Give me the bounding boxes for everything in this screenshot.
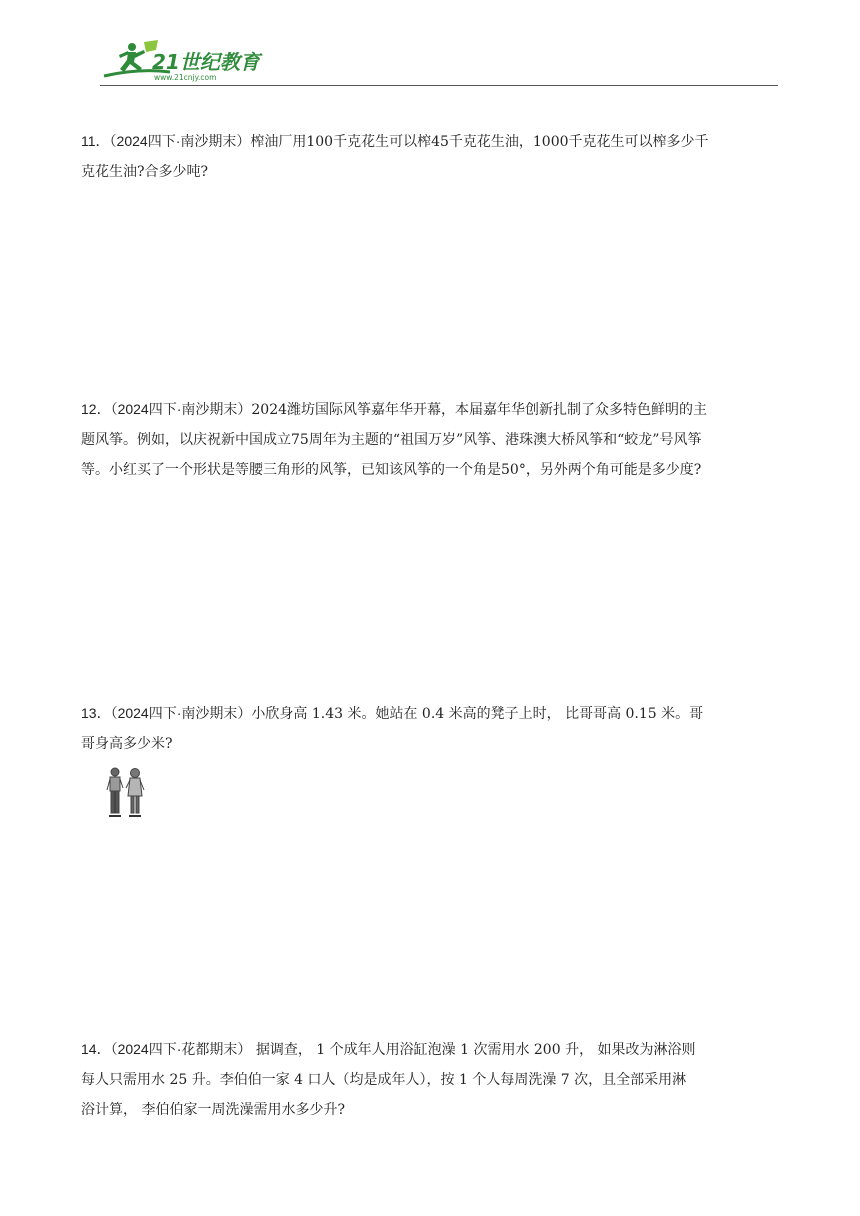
question-number: 12． [81,401,111,417]
question-text-line: 克花生油?合多少吨? [81,164,209,180]
page-header [100,38,780,88]
question-number: 14． [81,1041,111,1057]
question-text-line: 哥身高多少米? [81,736,173,752]
site-logo [100,38,270,84]
question-14 [81,1034,781,1125]
question-source: （2024四下·南沙期末） [109,133,251,149]
logo-url: www.21cnjy.com [154,73,217,82]
question-number: 13． [81,705,111,721]
question-text-line: 据调查， 1 个成年人用浴缸泡澡 1 次需用水 200 升， 如果改为淋浴则 [251,1042,696,1058]
question-text-line: 榨油厂用100千克花生可以榨45千克花生油，1000千克花生可以榨多少千 [250,134,709,150]
logo-text: 21世纪教育 [152,50,260,74]
question-13 [81,698,781,759]
question-source: （2024四下·南沙期末） [110,401,252,417]
header-divider [100,85,778,86]
question-11 [81,126,781,187]
question-text-line: 浴计算， 李伯伯家一周洗澡需用水多少升? [81,1102,345,1118]
question-number: 11． [81,133,110,149]
question-text-line: 题风筝。例如，以庆祝新中国成立75周年为主题的“祖国万岁”风筝、港珠澳大桥风筝和“蛟龙”号风筝 [81,432,702,448]
question-12 [81,394,781,485]
question-source: （2024四下·花都期末） [110,1041,252,1057]
question-text-line: 小欣身高 1.43 米。她站在 0.4 米高的凳子上时， 比哥哥高 0.15 米。哥 [251,706,704,722]
question-source: （2024四下·南沙期末） [110,705,252,721]
question-text-line: 每人只需用水 25 升。李伯伯一家 4 口人（均是成年人），按 1 个人每周洗澡 7 次，且全部采用淋 [81,1072,687,1088]
children-illustration [104,766,148,820]
question-text-line: 等。小红买了一个形状是等腰三角形的风筝，已知该风筝的一个角是50°，另外两个角可能是多少度? [81,462,702,478]
question-text-line: 2024潍坊国际风筝嘉年华开幕，本届嘉年华创新扎制了众多特色鲜明的主 [251,402,708,418]
